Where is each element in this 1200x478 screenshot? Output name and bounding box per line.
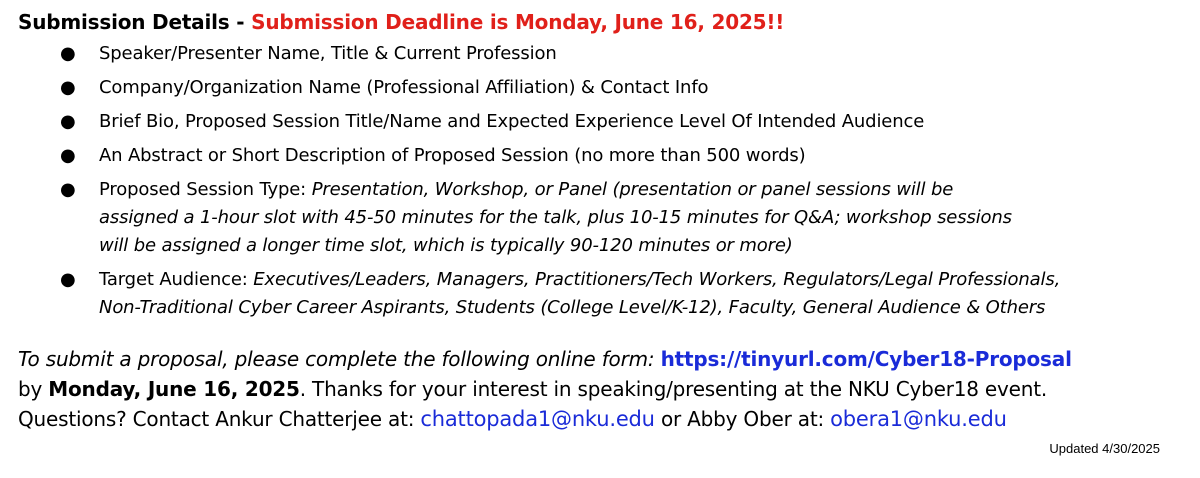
list-item-text: Company/Organization Name (Professional Affiliation) & Contact Info xyxy=(99,77,709,98)
submission-details-page xyxy=(18,8,1188,434)
bullet-icon: ● xyxy=(60,269,76,290)
list-item-text: Speaker/Presenter Name, Title & Current Profession xyxy=(99,43,557,64)
requirements-list xyxy=(18,40,1188,322)
submit-intro: To submit a proposal, please complete the following online form: xyxy=(18,347,661,371)
submit-line-2 xyxy=(18,374,1188,404)
submit-thanks: . Thanks for your interest in speaking/presenting at the NKU Cyber18 event. xyxy=(299,377,1048,401)
updated-date: Updated 4/30/2025 xyxy=(1049,441,1160,456)
email-link-ankur[interactable]: chattopada1@nku.edu xyxy=(420,407,655,431)
list-item-session-type xyxy=(18,176,1188,260)
list-item xyxy=(18,40,1188,68)
session-type-value: Presentation, Workshop, or Panel (presentation or panel sessions will be xyxy=(311,179,954,200)
submit-line-1 xyxy=(18,344,1188,374)
section-heading xyxy=(18,8,1188,36)
list-item-text: Brief Bio, Proposed Session Title/Name and Expected Experience Level Of Intended Audience xyxy=(99,111,925,132)
list-item xyxy=(18,108,1188,136)
deadline-notice: Submission Deadline is Monday, June 16, 2025!! xyxy=(251,10,785,34)
session-type-label: Proposed Session Type: xyxy=(99,179,312,200)
session-type-line-2: assigned a 1-hour slot with 45-50 minutes for the talk, plus 10-15 minutes for Q&A; workshop sessions xyxy=(99,207,1012,228)
session-type-line-1 xyxy=(99,176,1188,204)
audience-line-2: Non-Traditional Cyber Career Aspirants, Students (College Level/K-12), Faculty, General Audience & Others xyxy=(99,297,1046,318)
audience-label: Target Audience: xyxy=(99,269,254,290)
list-item xyxy=(18,74,1188,102)
bullet-icon: ● xyxy=(60,43,76,64)
list-item xyxy=(18,142,1188,170)
email-link-abby[interactable]: obera1@nku.edu xyxy=(830,407,1007,431)
submit-line-3 xyxy=(18,404,1188,434)
audience-value: Executives/Leaders, Managers, Practitioners/Tech Workers, Regulators/Legal Professionals, xyxy=(253,269,1061,290)
audience-line-1 xyxy=(99,266,1188,294)
bullet-icon: ● xyxy=(60,77,76,98)
bullet-icon: ● xyxy=(60,145,76,166)
list-item-text: An Abstract or Short Description of Proposed Session (no more than 500 words) xyxy=(99,145,806,166)
bullet-icon: ● xyxy=(60,111,76,132)
submit-by: by xyxy=(18,377,49,401)
session-type-line-3: will be assigned a longer time slot, which is typically 90-120 minutes or more) xyxy=(99,235,793,256)
submission-instructions xyxy=(18,344,1188,434)
questions-text: Questions? Contact Ankur Chatterjee at: xyxy=(18,407,421,431)
submit-date: Monday, June 16, 2025 xyxy=(48,377,300,401)
or-text: or Abby Ober at: xyxy=(654,407,831,431)
proposal-form-link[interactable]: https://tinyurl.com/Cyber18-Proposal xyxy=(660,347,1072,371)
bullet-icon: ● xyxy=(60,179,76,200)
list-item-target-audience xyxy=(18,266,1188,322)
heading-label: Submission Details - xyxy=(18,10,252,34)
